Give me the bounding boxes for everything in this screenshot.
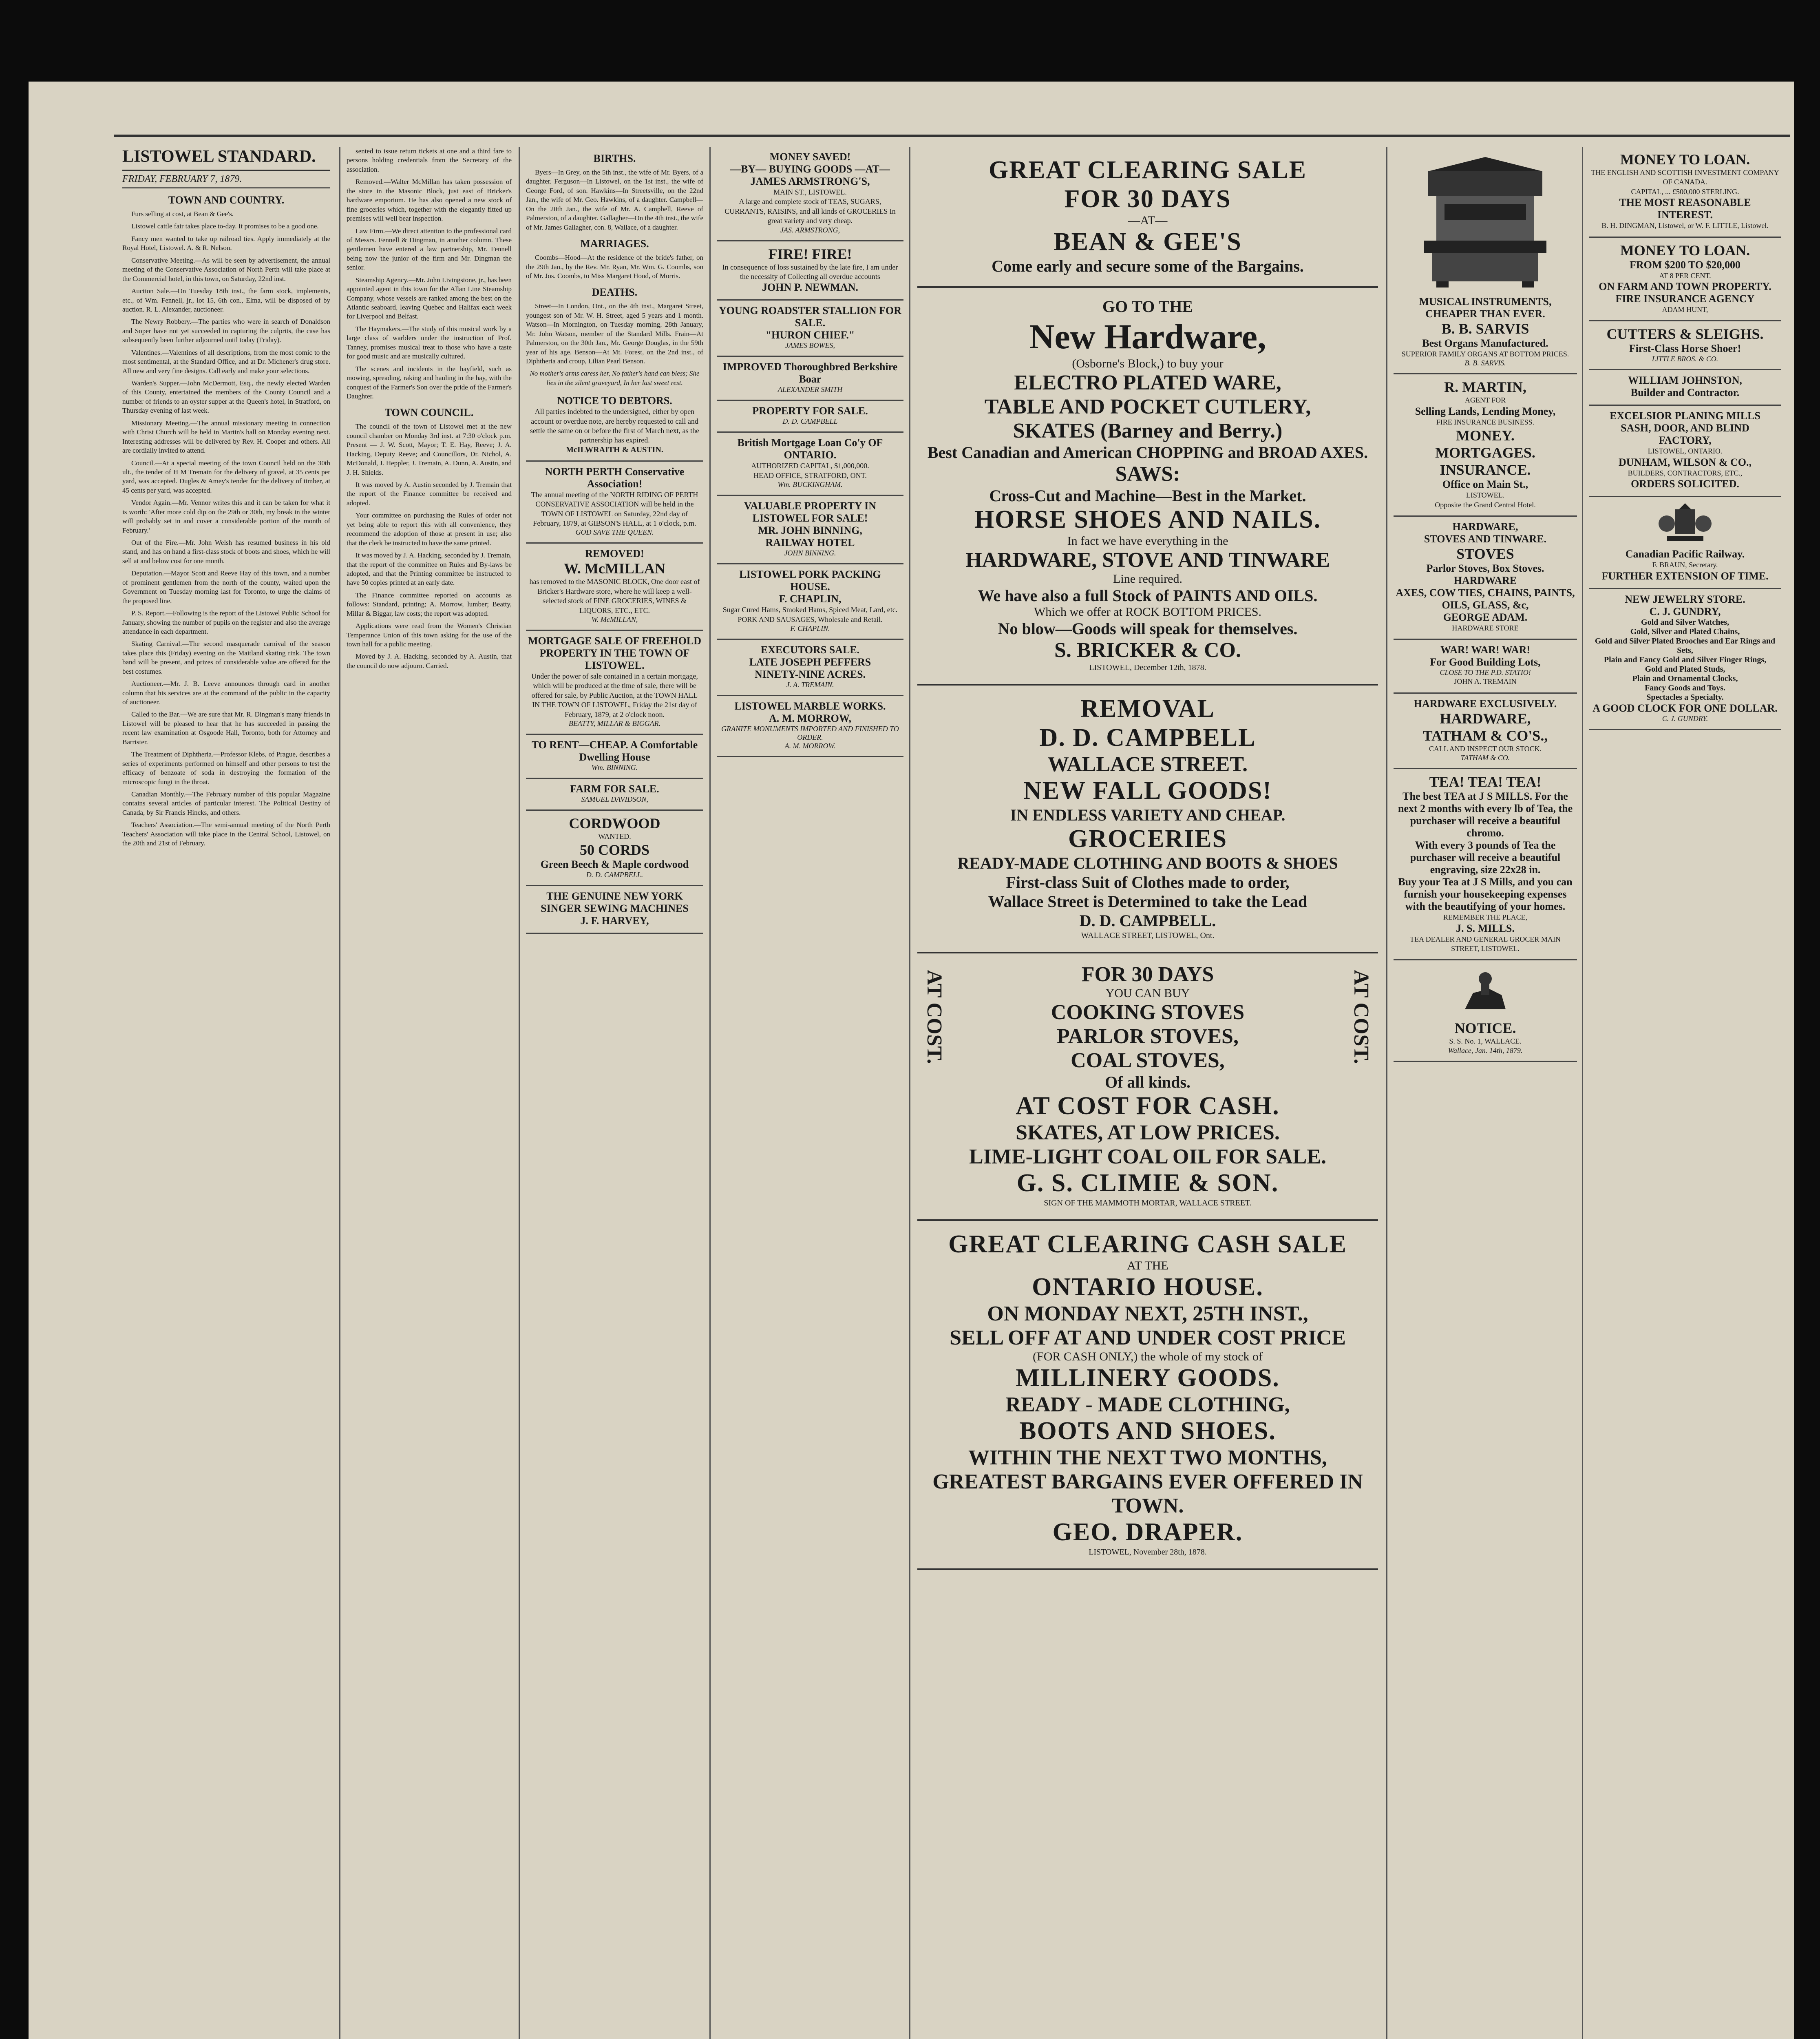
ad-item: Spectacles a Specialty. <box>1646 692 1724 702</box>
ad-title: LISTOWEL PORK PACKING HOUSE. <box>739 568 881 593</box>
ad-title: YOUNG ROADSTER STALLION FOR SALE. <box>718 305 902 329</box>
ad-title: THE GENUINE NEW YORK SINGER SEWING MACHINES <box>541 890 689 915</box>
ad-ready: READY - MADE CLOTHING, <box>1005 1393 1290 1416</box>
ad-title: British Mortgage Loan Co'y OF ONTARIO. <box>737 437 883 461</box>
ad-sign: D. D. CAMPBELL <box>782 417 838 426</box>
news-item: Auctioneer.—Mr. J. B. Leeve announces through card in another column that his services are at the command of the public in the capacity of auctioneer. <box>122 680 330 706</box>
news-item: The Haymakers.—The study of this musical work by a large class of warblers under the instruction of Prof. Tanney, promises musical treat to those who have a taste for good music and are musically cultured. <box>347 325 512 360</box>
news-item: Removed.—Walter McMillan has taken possession of the store in the Masonic Block, just east of Bricker's hardware emporium. He has also opened a new stock of fine groceries which, together with the elegantly fitted up premises will well bear inspection. <box>347 178 512 223</box>
ad-name: A. M. MORROW, <box>769 712 851 724</box>
ad-name: MR. JOHN BINNING, <box>758 524 862 537</box>
ad-amount: 50 CORDS <box>579 842 650 858</box>
ad-martin <box>1394 374 1577 517</box>
ad-capital: CAPITAL, ... £500,000 STERLING. <box>1631 187 1739 196</box>
ad-text: GRANITE MONUMENTS IMPORTED AND FINISHED TO ORDER. <box>721 724 899 741</box>
ad-clock: A GOOD CLOCK FOR ONE DOLLAR. <box>1592 702 1778 714</box>
ad-mortar: SIGN OF THE MAMMOTH MORTAR, WALLACE STREET. <box>1044 1199 1252 1207</box>
ad-jewelry <box>1589 589 1781 730</box>
ad-nails: HORSE SHOES AND NAILS. <box>974 506 1321 533</box>
ad-title: New Hardware, <box>1029 317 1266 356</box>
ad-sign: Wm. BUCKINGHAM. <box>777 480 843 489</box>
ad-within: WITHIN THE NEXT TWO MONTHS, <box>968 1446 1327 1469</box>
ad-sign: S. BRICKER & CO. <box>1054 639 1241 662</box>
ad-saws: SAWS: <box>1115 462 1180 486</box>
ad-clearing-sale <box>917 147 1378 288</box>
poem: No mother's arms caress her, No father's hand can bless; She lies in the silent graveyard, In her last sweet rest. <box>530 369 700 387</box>
ad-oil: LIME-LIGHT COAL OIL FOR SALE. <box>969 1145 1327 1168</box>
ad-property: ON FARM AND TOWN PROPERTY. <box>1599 280 1771 292</box>
ad-farm <box>526 779 703 811</box>
news-item: The Treatment of Diphtheria.—Professor Klebs, of Prague, describes a series of experiments performed on himself and other persons to test the efficacy of benzoate of soda in destroying the formation of the microscopic fungi in the throat. <box>122 750 330 786</box>
ad-conservative <box>526 462 703 544</box>
ad-sign: ADAM HUNT, <box>1662 305 1708 314</box>
ad-firm: DUNHAM, WILSON & CO., <box>1619 456 1752 468</box>
ad-hardware: HARDWARE, <box>1452 520 1518 533</box>
ad-title: STOVES <box>1456 545 1514 562</box>
news-item: Auction Sale.—On Tuesday 18th inst., the farm stock, implements, etc., of Wm. Fennell, jr., lot 15, 6th con., Elma, will be disposed of by auction. R. L. Alexander, auctioneer. <box>122 287 330 313</box>
ad-mortgage <box>526 631 703 735</box>
ad-item: Gold, Silver and Plated Chains, <box>1630 627 1740 636</box>
news-item: Listowel cattle fair takes place to-day. It promises to be a good one. <box>131 222 319 230</box>
news-item: The scenes and incidents in the hayfield, such as mowing, spreading, raking and hauling in the hay, with the conquest of the Farmer's Son over the pride of the Farmer's Daughter. <box>347 365 512 400</box>
ad-title: TO RENT—CHEAP. A Comfortable Dwelling House <box>531 739 698 763</box>
news-item: Missionary Meeting.—The annual missionary meeting in connection with Christ Church will be held in Martin's hall on Monday evening next. Interesting addresses will be delivered by Rev. H. Cooper and others. All are cordially invited to attend. <box>122 419 330 455</box>
ad-text: The annual meeting of the NORTH RIDING OF PERTH CONSERVATIVE ASSOCIATION will be held in the TOWN OF LISTOWEL on Saturday, 22nd day of February, 1879, at GIBSON'S HALL, at 1 o'clock, p.m. <box>531 490 698 528</box>
ad-title: MORTGAGE SALE OF FREEHOLD PROPERTY IN THE TOWN OF LISTOWEL. <box>528 635 701 671</box>
ad-item: Gold and Plated Studs, <box>1645 664 1725 674</box>
ad-new-hardware <box>917 288 1378 686</box>
ad-close: CLOSE TO THE P.D. STATIO! <box>1440 668 1531 677</box>
news-item: Valentines.—Valentines of all descriptions, from the most comic to the most sentimental, at the Standard Office, and at Dr. Michener's drug store. All new and very fine designs. Call early and make your selections. <box>122 348 330 375</box>
news-item: Warden's Supper.—John McDermott, Esq., the newly elected Warden of this County, entertained the members of the County Council and a number of friends to an oyster supper at the Queen's hotel, in Stratford, on Thursday evening of last week. <box>122 379 330 415</box>
masthead-date: FRIDAY, FEBRUARY 7, 1879. <box>122 171 330 188</box>
section-heading: TOWN AND COUNTRY. <box>168 194 285 206</box>
ad-sign: J. F. HARVEY, <box>580 915 649 927</box>
ad-bluff: No blow—Goods will speak for themselves. <box>998 619 1298 638</box>
births-text: Byers—In Grey, on the 5th inst., the wife of Mr. Byers, of a daughter. Ferguson—In Listowel, on the 1st inst., the wife of George Ford, of son. Hawkins—In Streetsville, on the 22nd Jan., the wife of Mr. Geo. Hawkins, of a daughter. Campbell—On the 20th Jan., the wife of Mr. A. Campbell, Reeve of Palmerston, of a daughter. Gallagher—On the 4th inst., the wife of Mr. James Gallagher, con. 8, Wallace, of a daughter. <box>526 168 703 231</box>
ad-interest: THE MOST REASONABLE INTEREST. <box>1619 197 1751 221</box>
news-item: Skating Carnival.—The second masquerade carnival of the season takes place this (Friday) evening on the Maitland skating rink. The town band will be present, and prizes of considerable value are offered for the best costumes. <box>122 640 330 675</box>
ad-dealer: TEA DEALER AND GENERAL GROCER MAIN STREET, LISTOWEL. <box>1410 935 1561 953</box>
masthead-title: LISTOWEL STANDARD. <box>122 147 330 171</box>
ad-title: TEA! TEA! TEA! <box>1429 774 1542 790</box>
ad-item: Fancy Goods and Toys. <box>1645 683 1725 692</box>
ad-sign: JAS. ARMSTRONG, <box>780 226 840 234</box>
ad-sell: SELL OFF AT AND UNDER COST PRICE <box>950 1326 1346 1349</box>
news-item: Called to the Bar.—We are sure that Mr. R. Dingman's many friends in Listowel will be pleased to hear that he has succeeded in passing the recent law examination at Osgoode Hall, Toronto, both for Attorney and Barrister. <box>122 710 330 746</box>
ad-title: NORTH PERTH Conservative Association! <box>545 465 685 490</box>
ad-item: COOKING STOVES <box>1051 1001 1245 1024</box>
ad-executors <box>717 640 903 696</box>
ad-title: GREAT CLEARING SALE <box>989 156 1307 184</box>
ad-hardware: HARDWARE, <box>1440 710 1531 727</box>
ad-loan <box>1589 147 1781 238</box>
ad-suit: First-class Suit of Clothes made to order, <box>1006 873 1290 891</box>
ad-title: PROPERTY FOR SALE. <box>752 405 868 417</box>
ad-sign: F. BRAUN, Secretary. <box>1652 561 1718 569</box>
news-item: sented to issue return tickets at one and a third fare to persons holding credentials from the Secretary of the association. <box>347 147 512 173</box>
ad-sub: —BY— BUYING GOODS —AT— JAMES ARMSTRONG'S, <box>730 163 890 187</box>
births-heading: BIRTHS. <box>593 153 636 164</box>
organ-illustration <box>1412 155 1559 290</box>
ad-sign: JOHN A. TREMAIN <box>1454 677 1517 686</box>
ad-sign: C. J. GUNDRY. <box>1662 714 1708 723</box>
ad-buy: YOU CAN BUY <box>1105 986 1190 1000</box>
ad-title: IMPROVED Thoroughbred Berkshire Boar <box>722 361 898 385</box>
ad-sign: TATHAM & CO. <box>1460 754 1510 762</box>
ad-item: Gold and Silver Plated Brooches and Ear Rings and Sets, <box>1595 636 1776 655</box>
ad-removed <box>526 544 703 631</box>
ad-insurance: INSURANCE. <box>1440 462 1531 478</box>
ad-title: EXCELSIOR PLANING MILLS <box>1610 410 1760 422</box>
ad-sign: D. D. CAMPBELL. <box>586 871 643 879</box>
ad-name: C. J. GUNDRY, <box>1649 605 1721 617</box>
column-rule <box>519 147 520 2039</box>
council-item: Applications were read from the Women's Christian Temperance Union of this town asking for the use of the town hall for a public meeting. <box>347 622 512 648</box>
ad-good: For Good Building Lots, <box>1430 656 1541 668</box>
ad-sign: JOHN BINNING. <box>784 549 836 557</box>
ad-stove: HARDWARE, STOVE AND TINWARE <box>965 548 1330 572</box>
ad-mortgage-loan <box>717 433 903 496</box>
ad-tea <box>1394 769 1577 960</box>
ad-store: ONTARIO HOUSE. <box>1032 1273 1263 1301</box>
ad-office: HEAD OFFICE, STRATFORD, ONT. <box>753 471 867 480</box>
column-notices <box>526 147 703 2039</box>
ad-title: CUTTERS & SLEIGHS. <box>1606 326 1764 343</box>
top-rule <box>114 135 1790 137</box>
ad-ready: READY-MADE CLOTHING AND BOOTS & SHOES <box>957 854 1338 872</box>
ad-line: In fact we have everything in the <box>1067 534 1228 548</box>
ad-title: REMOVAL <box>1080 695 1215 723</box>
column-ads-b <box>1394 147 1577 2039</box>
news-item: Law Firm.—We direct attention to the professional card of Messrs. Fennell & Dingman, in another column. These gentlemen have entered a law partnership, Mr. Fennell being now the junior of the firm and Mr. Dingman the senior. <box>347 227 512 272</box>
ad-title: Builder and Contractor. <box>1630 387 1740 399</box>
ad-hotel: RAILWAY HOTEL <box>765 537 855 549</box>
ad-sign: S. S. No. 1, WALLACE. <box>1449 1037 1522 1046</box>
ad-text: has removed to the MASONIC BLOCK, One door east of Bricker's Hardware store, where he will keep a well-selected stock of FINE GROCERIES, WINES & LIQUORS, ETC., ETC. <box>529 577 700 615</box>
news-item: Teachers' Association.—The semi-annual meeting of the North Perth Teachers' Association will take place in the Central School, Listowel, on the 20th and 21st of February. <box>122 821 330 847</box>
news-item: Conservative Meeting.—As will be seen by advertisement, the annual meeting of the Conservative Association of North Perth will take place at the Commercial hotel, in this town, on Saturday, 22nd inst. <box>122 256 330 283</box>
ad-store: TATHAM & CO'S., <box>1422 727 1548 744</box>
ad-mortgages: MORTGAGES. <box>1435 445 1535 461</box>
ad-fire: FIRE INSURANCE BUSINESS. <box>1436 418 1535 426</box>
ad-sign: J. A. TREMAIN. <box>786 680 834 689</box>
section-heading: TOWN COUNCIL. <box>384 407 474 419</box>
ad-tagline: Come early and secure some of the Bargains. <box>992 257 1304 275</box>
ad-req: Line required. <box>1113 572 1182 586</box>
ad-call: CALL AND INSPECT OUR STOCK. <box>1429 744 1542 753</box>
ad-millinery: MILLINERY GOODS. <box>1016 1364 1280 1392</box>
ad-engraving: With every 3 pounds of Tea the purchaser will receive a beautiful engraving, size 22x28 in. <box>1410 839 1561 876</box>
ad-money: MONEY. <box>1456 427 1515 444</box>
ad-sign: G. S. CLIMIE & SON. <box>1016 1169 1279 1197</box>
ad-text: In consequence of loss sustained by the late fire, I am under the necessity of Collecting all overdue accounts <box>722 263 898 281</box>
column-rule <box>1386 147 1387 2039</box>
ad-pacific <box>1589 497 1781 589</box>
marriages-heading: MARRIAGES. <box>580 238 649 250</box>
ad-title: LISTOWEL MARBLE WORKS. <box>734 700 886 712</box>
ad-prices: Which we offer at ROCK BOTTOM PRICES. <box>1034 605 1262 619</box>
news-item: Furs selling at cost, at Bean & Gee's. <box>131 210 234 218</box>
ad-title: REMOVED! <box>585 548 644 560</box>
ad-title: NEW JEWELRY STORE. <box>1625 593 1745 605</box>
ad-office: Office on Main St., <box>1442 478 1528 491</box>
ad-at: —AT— <box>1128 214 1168 227</box>
ad-best: Best Organs Manufactured. <box>1422 337 1548 349</box>
ad-name: J. S. MILLS. <box>1456 922 1515 934</box>
ad-orders: ORDERS SOLICITED. <box>1631 478 1739 490</box>
ad-property <box>717 401 903 433</box>
ad-title: NOTICE. <box>1454 1020 1516 1037</box>
ad-agent: AGENT FOR <box>1464 396 1506 405</box>
ad-line: TABLE AND POCKET CUTLERY, <box>984 395 1311 418</box>
ad-sign: ALEXANDER SMITH <box>777 385 843 394</box>
ad-date: LISTOWEL, December 12th, 1878. <box>1089 663 1206 672</box>
ad-line: ELECTRO PLATED WARE, <box>1014 371 1281 394</box>
ad-name: "HURON CHIEF." <box>765 329 855 341</box>
ad-sell: Selling Lands, Lending Money, <box>1415 405 1556 417</box>
ad-skates: SKATES, AT LOW PRICES. <box>1016 1121 1280 1144</box>
ad-days: FOR 30 DAYS <box>1064 185 1231 213</box>
column-ads-c <box>1589 147 1781 2039</box>
ad-ext: FURTHER EXTENSION OF TIME. <box>1601 570 1769 582</box>
ad-text: Under the power of sale contained in a certain mortgage, which will be produced at the time of sale, there will be offered for sale, by Public Auction, at the TOWN HALL IN THE TOWN OF LISTOWEL, Friday the 21st day of February, 1879, at 2 o'clock noon. <box>531 672 698 719</box>
news-item: Steamship Agency.—Mr. John Livingstone, jr., has been appointed agent in this town for the Allan Line Steamship Company, whose vessels are ranked among the best on the Atlantic seaboard, leaving Quebec and Halifax each week for Liverpool and Belfast. <box>347 276 512 321</box>
side-label-right: AT COST. <box>1350 970 1373 1064</box>
column-rule <box>1582 147 1583 2039</box>
ad-item: PARLOR STOVES, <box>1057 1025 1239 1048</box>
ad-title: WAR! WAR! WAR! <box>1440 644 1531 656</box>
ad-boar <box>717 357 903 401</box>
ad-singer <box>526 886 703 934</box>
council-item: It was moved by J. A. Hacking, seconded by J. Tremain, that the report of the committee on Rules and By-laws be adopted, and that the Printing committee be instructed to have 50 copies printed at an early date. <box>347 551 512 587</box>
ad-shoer: First-Class Horse Shoer! <box>1629 343 1741 355</box>
ad-sign: McILWRAITH & AUSTIN. <box>566 445 663 454</box>
ad-stallion <box>717 301 903 357</box>
ad-items: Sugar Cured Hams, Smoked Hams, Spiced Meat, Lard, etc. PORK AND SAUSAGES, Wholesale and Retail. <box>722 606 898 624</box>
ad-axes: AXES, COW TIES, CHAINS, PAINTS, OILS, GLASS, &c, <box>1396 586 1575 611</box>
ad-pork <box>717 564 903 640</box>
ad-item: COAL STOVES, <box>1071 1049 1225 1072</box>
ad-hardware2: HARDWARE <box>1453 574 1517 586</box>
ad-text: The best TEA at J S MILLS. For the next 2 months with every lb of Tea, the purchaser will receive a beautiful chromo. <box>1398 790 1573 839</box>
side-label-left: AT COST. <box>923 970 946 1064</box>
ad-lead: Wallace Street is Determined to take the Lead <box>988 892 1308 911</box>
news-item: Council.—At a special meeting of the town Council held on the 30th ult., the tender of H M Tremain for the delivery of gravel, at 35 cents per yard, was accepted. Dugles & Amey's tender for the delivery of timber, at 45 cents per yard, was accepted. <box>122 459 330 494</box>
ad-addr: WALLACE STREET, LISTOWEL, Ont. <box>1081 931 1215 940</box>
ad-name: LATE JOSEPH PEFFERS <box>749 656 871 668</box>
ad-text: A large and complete stock of TEAS, SUGARS, CURRANTS, RAISINS, and all kinds of GROCERIES In great variety and very cheap. <box>724 197 896 225</box>
ad-sign: B. H. DINGMAN, Listowel, or W. F. LITTLE, Listowel. <box>1601 221 1769 230</box>
ad-cheaper: CHEAPER THAN EVER. <box>1425 308 1545 320</box>
ad-text: All parties indebted to the undersigned, either by open account or overdue note, are hereby requested to call and settle the same on or before the first of March next, as the partnership has expired. <box>530 407 700 445</box>
ad-days: FOR 30 DAYS <box>1081 963 1214 986</box>
council-item: The council of the town of Listowel met at the new council chamber on Monday 3rd inst. at 7:30 o'clock p.m. Present — J. W. Scott, Mayor; T. E. Hay, Reeve; J. A. Hacking, Deputy Reeve; and Councillors, Dr. Nichol, A. McDonald, J. Heppler, J. Tremain, A. Dunn, A. Austin, and J. H. Shields. <box>347 422 512 476</box>
ad-cutters <box>1589 321 1781 370</box>
column-rule <box>339 147 340 2039</box>
ad-war <box>1394 640 1577 693</box>
ad-title: VALUABLE PROPERTY IN LISTOWEL FOR SALE! <box>744 500 877 524</box>
ad-sash: SASH, DOOR, AND BLIND <box>1621 422 1749 434</box>
ad-title: Canadian Pacific Railway. <box>1625 548 1745 560</box>
ad-acres: NINETY-NINE ACRES. <box>754 668 866 680</box>
ad-sign: Wm. BINNING. <box>591 763 638 772</box>
column-council <box>347 147 512 2039</box>
ad-fall: NEW FALL GOODS! <box>1023 777 1272 805</box>
ad-name: B. B. SARVIS <box>1441 321 1529 337</box>
ad-title: FIRE! FIRE! <box>768 245 852 262</box>
ad-name: F. CHAPLIN, <box>779 593 842 605</box>
ad-paints: We have also a full Stock of PAINTS AND OILS. <box>978 586 1318 605</box>
ad-valuable <box>717 496 903 564</box>
ad-planing <box>1589 406 1781 497</box>
ad-sign: F. CHAPLIN. <box>790 624 830 632</box>
ad-addr: LISTOWEL, November 28th, 1878. <box>1089 1548 1207 1557</box>
ad-title: GREAT CLEARING CASH SALE <box>948 1230 1347 1258</box>
news-item: Vendor Again.—Mr. Vennor writes this and it can be taken for what it is worth: 'After more cold dip on the 29th or 30th, my break in the winter will probably set in and cover a considerable portion of the month of February.' <box>122 499 330 534</box>
ad-title: HARDWARE EXCLUSIVELY. <box>1414 697 1557 710</box>
ad-armstrong <box>717 147 903 241</box>
ad-saws-sub: Cross-Cut and Machine—Best in the Market. <box>989 487 1306 505</box>
ad-at: AT THE <box>1127 1259 1168 1272</box>
ad-line: SKATES (Barney and Berry.) <box>1013 419 1283 442</box>
ad-title: FARM FOR SALE. <box>570 783 659 795</box>
ad-title: MONEY TO LOAN. <box>1620 151 1750 168</box>
ad-sign: B. B. SARVIS. <box>1464 359 1506 367</box>
ad-place: Wallace, Jan. 14th, 1879. <box>1448 1046 1523 1055</box>
news-item: Fancy men wanted to take up railroad ties. Apply immediately at the Royal Hotel, Listowel. A. & R. Nelson. <box>122 234 330 252</box>
ad-item: Gold and Silver Watches, <box>1641 617 1729 627</box>
ad-cash: AT COST FOR CASH. <box>1016 1092 1280 1120</box>
ad-superior: SUPERIOR FAMILY ORGANS AT BOTTOM PRICES. <box>1401 350 1569 358</box>
ad-organs <box>1394 147 1577 374</box>
ad-store: HARDWARE STORE <box>1452 624 1519 632</box>
ad-sign: JOHN P. NEWMAN. <box>762 281 858 294</box>
ad-buy: Buy your Tea at J S Mills, and you can furnish your housekeeping expenses with the beautifying of your homes. <box>1398 876 1573 913</box>
ad-debtors <box>526 391 703 462</box>
column-large-ads <box>917 147 1378 2039</box>
ad-all: Of all kinds. <box>1104 1073 1191 1091</box>
council-item: Your committee on purchasing the Rules of order not yet being able to report this with all convenience, they recommend the adoption of those at present in use; also that the clerk be instructed to have the same printed. <box>347 511 512 547</box>
council-item: The Finance committee reported on accounts as follows: Standard, printing; A. Morrow, lumber; Beatty, Millar & Biggar, law costs; the report was adopted. <box>347 591 512 617</box>
ad-rent <box>526 735 703 779</box>
deaths-heading: DEATHS. <box>592 286 638 299</box>
ad-builders: BUILDERS, CONTRACTORS, ETC., <box>1628 469 1743 477</box>
ad-store: BEAN & GEE'S <box>1054 228 1242 256</box>
ad-date: ON MONDAY NEXT, 25TH INST., <box>987 1302 1308 1325</box>
ad-title: EXECUTORS SALE. <box>760 644 860 656</box>
ad-title: MONEY TO LOAN. <box>1620 242 1750 259</box>
ad-sign: JAMES BOWES, <box>785 341 835 350</box>
ad-kind: Green Beech & Maple cordwood <box>540 858 689 871</box>
ad-notice <box>1394 960 1577 1062</box>
ad-sign: GOD SAVE THE QUEEN. <box>575 528 654 537</box>
ad-capital: AUTHORIZED CAPITAL, $1,000,000. <box>751 462 869 470</box>
ad-greatest: GREATEST BARGAINS EVER OFFERED IN TOWN. <box>932 1470 1363 1517</box>
ad-cordwood <box>526 811 703 886</box>
ad-rate: AT 8 PER CENT. <box>1659 271 1711 280</box>
ad-sign: LITTLE BROS. & CO. <box>1652 355 1718 363</box>
ad-sign: SAMUEL DAVIDSON, <box>581 795 648 803</box>
ad-name: D. D. CAMPBELL <box>1039 724 1256 752</box>
ad-factory: FACTORY, <box>1659 434 1712 447</box>
ad-remember: REMEMBER THE PLACE, <box>1443 913 1528 922</box>
ad-sign: A. M. MORROW. <box>784 741 836 750</box>
ad-name: R. MARTIN, <box>1444 379 1526 396</box>
ad-parlor: Parlor Stoves, Box Stoves. <box>1426 562 1544 574</box>
ad-at-cost <box>917 953 1378 1221</box>
ad-sign: BEATTY, MILLAR & BIGGAR. <box>568 719 661 728</box>
council-item: Moved by J. A. Hacking, seconded by A. Austin, that the council do now adjourn. Carried. <box>347 652 512 670</box>
column-rule <box>709 147 711 2039</box>
ad-stoves <box>1394 517 1577 640</box>
ad-tinware: STOVES AND TINWARE. <box>1424 533 1547 545</box>
ad-cash-sale <box>917 1221 1378 1570</box>
ad-fire: FIRE INSURANCE AGENCY <box>1615 292 1755 305</box>
news-item: The Newry Robbery.—The parties who were in search of Donaldson and Soper have not yet succeeded in capturing the culprits, the case has subsequently been further adjourned until today (Friday). <box>122 318 330 344</box>
ad-title: MUSICAL INSTRUMENTS, <box>1419 296 1552 307</box>
column-rule <box>909 147 910 2039</box>
ad-town: LISTOWEL. <box>1466 491 1505 500</box>
marriages-text: Coombs—Hood—At the residence of the bride's father, on the 29th Jan., by the Rev. Mr. Ryan, Mr. Wm. G. Coombs, son of Mr. Jos. Coombs, to Miss Margaret Hood, of Morris. <box>526 254 703 280</box>
horseman-illustration <box>1457 964 1514 1017</box>
ad-goto: GO TO THE <box>1102 297 1193 316</box>
ad-boots: BOOTS AND SHOES. <box>1019 1417 1276 1445</box>
council-item: It was moved by A. Austin seconded by J. Tremain that the report of the Finance committee be received and adopted. <box>347 481 512 507</box>
ad-title: CORDWOOD <box>569 815 660 832</box>
ad-company: THE ENGLISH AND SCOTTISH INVESTMENT COMPANY OF CANADA. <box>1591 168 1779 186</box>
news-item: Out of the Fire.—Mr. John Welsh has resumed business in his old stand, and has on hand a first-class stock of boots and shoes, which he will sell at and below cost for one month. <box>122 539 330 565</box>
column-ads-a <box>717 147 903 2039</box>
ad-name: WILLIAM JOHNSTON, <box>1628 374 1742 387</box>
ad-town: LISTOWEL, ONTARIO. <box>1648 447 1723 456</box>
ad-sign: GEORGE ADAM. <box>1443 611 1528 623</box>
coat-of-arms-illustration <box>1654 501 1716 546</box>
column-town <box>122 147 330 2039</box>
deaths-text: Street—In London, Ont., on the 4th inst., Margaret Street, youngest son of Mr. W. H. Street, aged 5 years and 1 month. Watson—In Mornington, on Tuesday morning, 28th January, Mr. John Watson, member of the Standard Mills. Frain—At Palmerston, on the 30th Jan., Mr. George Douglas, in the 59th year of his age. Benson—At Mt. Forest, on the 2nd inst., of Diphtheria and croup, Lilian Pearl Benson. <box>526 302 703 365</box>
ad-sign: D. D. CAMPBELL. <box>1079 911 1216 930</box>
ad-forcash: (FOR CASH ONLY,) the whole of my stock of <box>1033 1350 1263 1363</box>
ad-name: W. McMILLAN <box>564 560 665 577</box>
ad-line: Best Canadian and American CHOPPING and BROAD AXES. <box>927 443 1368 462</box>
ad-groceries: GROCERIES <box>1068 825 1228 853</box>
ad-fire <box>717 241 903 301</box>
news-item: P. S. Report.—Following is the report of the Listowel Public School for January, showing the number of pupils on the register and also the average attendance in each department. <box>122 609 330 635</box>
news-item: Deputation.—Mayor Scott and Reeve Hay of this town, and a number of prominent gentlemen from the north of the county, waited upon the Government on Tuesday morning last for Toronto, to urge the claims of the proposed line. <box>122 569 330 605</box>
ad-street: WALLACE STREET. <box>1047 753 1248 776</box>
ad-cheap: IN ENDLESS VARIETY AND CHEAP. <box>1010 806 1285 824</box>
ad-sign: W. McMILLAN, <box>591 615 638 624</box>
ad-opposite: Opposite the Grand Central Hotel. <box>1435 500 1536 509</box>
ad-sub: WANTED. <box>598 832 631 840</box>
ad-title: MONEY SAVED! <box>769 151 851 163</box>
ad-sign: GEO. DRAPER. <box>1052 1518 1243 1546</box>
ad-builder <box>1589 370 1781 406</box>
ad-loan-2 <box>1589 238 1781 322</box>
ad-hardware-excl <box>1394 694 1577 769</box>
ad-removal <box>917 686 1378 953</box>
ad-sub: (Osborne's Block,) to buy your <box>1072 357 1224 370</box>
news-item: Canadian Monthly.—The February number of this popular Magazine contains several articles of particular interest. The Political Destiny of Canada, by Sir Francis Hincks, and others. <box>122 790 330 816</box>
ad-amount: FROM $200 TO $20,000 <box>1629 259 1741 271</box>
ad-addr: MAIN ST., LISTOWEL. <box>773 188 847 196</box>
ad-item: Plain and Ornamental Clocks, <box>1632 674 1738 683</box>
ad-title: NOTICE TO DEBTORS. <box>557 395 672 407</box>
ad-marble <box>717 696 903 757</box>
ad-item: Plain and Fancy Gold and Silver Finger Rings, <box>1604 655 1767 664</box>
